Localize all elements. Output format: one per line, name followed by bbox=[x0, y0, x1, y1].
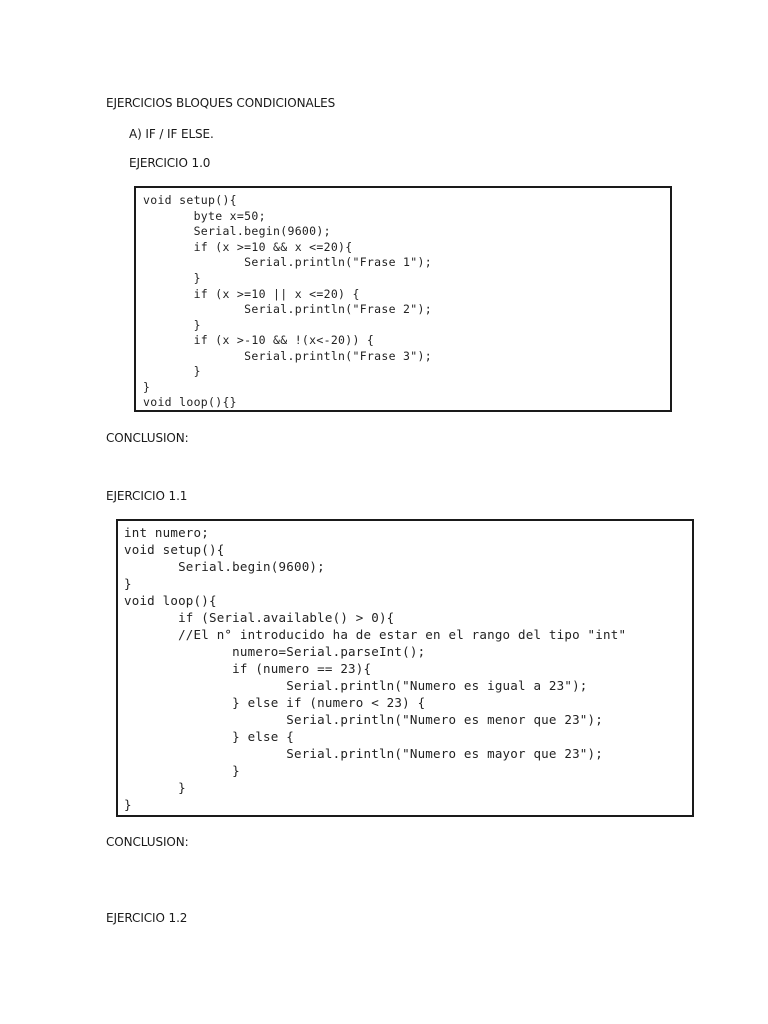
code-line: } else { bbox=[124, 729, 294, 744]
code-line: void loop(){ bbox=[124, 593, 217, 608]
exercise-label-1-2: EJERCICIO 1.2 bbox=[106, 911, 188, 925]
code-line: Serial.println("Numero es mayor que 23"); bbox=[124, 746, 603, 761]
code-line: } bbox=[124, 576, 132, 591]
section-heading: A) IF / IF ELSE. bbox=[129, 127, 214, 141]
code-line: Serial.println("Frase 3"); bbox=[143, 349, 432, 363]
code-line: if (x >=10 || x <=20) { bbox=[143, 287, 360, 301]
code-line: Serial.println("Frase 2"); bbox=[143, 302, 432, 316]
code-line: byte x=50; bbox=[143, 209, 266, 223]
code-line: Serial.println("Numero es menor que 23"); bbox=[124, 712, 603, 727]
code-block-exercise-1-0 bbox=[134, 186, 672, 412]
code-line: } bbox=[143, 318, 201, 332]
code-line: } else if (numero < 23) { bbox=[124, 695, 426, 710]
code-line: int numero; bbox=[124, 525, 209, 540]
code-line: //El n° introducido ha de estar en el rango del tipo "int" bbox=[124, 627, 627, 642]
exercise-label-1-1: EJERCICIO 1.1 bbox=[106, 489, 188, 503]
code-line: Serial.println("Frase 1"); bbox=[143, 255, 432, 269]
code-line: if (numero == 23){ bbox=[124, 661, 372, 676]
conclusion-label-2: CONCLUSION: bbox=[106, 835, 189, 849]
code-line: } bbox=[143, 271, 201, 285]
code-line: } bbox=[124, 780, 186, 795]
code-line: Serial.begin(9600); bbox=[143, 224, 331, 238]
code-block-exercise-1-1 bbox=[116, 519, 694, 817]
code-line: if (x >=10 && x <=20){ bbox=[143, 240, 353, 254]
code-line: } bbox=[124, 797, 132, 812]
document-title: EJERCICIOS BLOQUES CONDICIONALES bbox=[106, 96, 336, 110]
conclusion-label-1: CONCLUSION: bbox=[106, 431, 189, 445]
code-line: void setup(){ bbox=[124, 542, 225, 557]
code-line: } bbox=[143, 364, 201, 378]
exercise-label-1-0: EJERCICIO 1.0 bbox=[129, 156, 211, 170]
code-line: void setup(){ bbox=[143, 193, 237, 207]
code-line: Serial.println("Numero es igual a 23"); bbox=[124, 678, 588, 693]
code-line: numero=Serial.parseInt(); bbox=[124, 644, 426, 659]
code-line: if (x >-10 && !(x<-20)) { bbox=[143, 333, 375, 347]
code-line: if (Serial.available() > 0){ bbox=[124, 610, 395, 625]
code-line: } bbox=[143, 380, 151, 394]
code-line: Serial.begin(9600); bbox=[124, 559, 325, 574]
code-line: } bbox=[124, 763, 240, 778]
code-line: void loop(){} bbox=[143, 395, 237, 409]
